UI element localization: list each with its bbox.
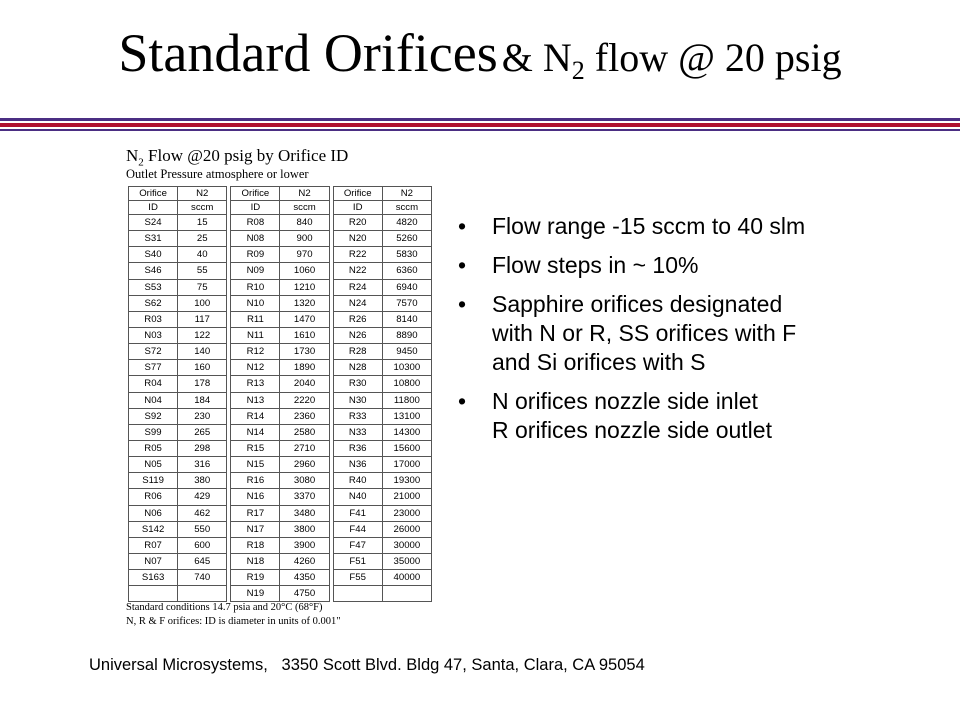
orifice-id-cell: N14: [231, 424, 280, 440]
table-header-cell: N2: [280, 187, 329, 201]
flow-sccm-cell: 117: [178, 311, 227, 327]
orifice-id-cell: [333, 586, 382, 602]
bullet-text: N orifices nozzle side inlet R orifices nozzle side outlet: [492, 388, 772, 443]
table-row: [129, 311, 432, 327]
table-header-cell: N2: [382, 187, 431, 201]
flow-sccm-cell: 21000: [382, 489, 431, 505]
flow-sccm-cell: 8140: [382, 311, 431, 327]
flow-sccm-cell: 30000: [382, 537, 431, 553]
table-header: [129, 187, 432, 215]
flow-sccm-cell: 1610: [280, 327, 329, 343]
orifice-id-cell: R09: [231, 247, 280, 263]
table-row: [129, 537, 432, 553]
orifice-id-cell: N09: [231, 263, 280, 279]
table-header-cell: sccm: [280, 201, 329, 215]
orifice-id-cell: N05: [129, 457, 178, 473]
flow-sccm-cell: 1470: [280, 311, 329, 327]
table-footnote-conditions: Standard conditions 14.7 psia and 20°C (68°F): [126, 602, 323, 613]
flow-sccm-cell: 2040: [280, 376, 329, 392]
orifice-id-cell: N12: [231, 360, 280, 376]
title-main: Standard Orifices: [118, 23, 498, 83]
orifice-id-cell: N22: [333, 263, 382, 279]
orifice-id-cell: N19: [231, 586, 280, 602]
orifice-id-cell: R40: [333, 473, 382, 489]
orifice-id-cell: N24: [333, 295, 382, 311]
flow-sccm-cell: 298: [178, 440, 227, 456]
flow-sccm-cell: 3370: [280, 489, 329, 505]
table-header-cell: sccm: [178, 201, 227, 215]
orifice-id-cell: R36: [333, 440, 382, 456]
flow-sccm-cell: 645: [178, 553, 227, 569]
table-header-cell: sccm: [382, 201, 431, 215]
flow-sccm-cell: 600: [178, 537, 227, 553]
flow-sccm-cell: 9450: [382, 344, 431, 360]
orifice-id-cell: R26: [333, 311, 382, 327]
bullet-item: [458, 251, 938, 280]
table-header-cell: N2: [178, 187, 227, 201]
orifice-id-cell: R28: [333, 344, 382, 360]
orifice-id-cell: R30: [333, 376, 382, 392]
orifice-id-cell: S40: [129, 247, 178, 263]
orifice-id-cell: R24: [333, 279, 382, 295]
orifice-id-cell: R22: [333, 247, 382, 263]
table-title: $N_2$ Flow @20 psig by Orifice ID: [126, 146, 349, 169]
flow-sccm-cell: 6360: [382, 263, 431, 279]
orifice-id-cell: S163: [129, 570, 178, 586]
flow-sccm-cell: 380: [178, 473, 227, 489]
flow-sccm-cell: 2960: [280, 457, 329, 473]
orifice-id-cell: S142: [129, 521, 178, 537]
orifice-id-cell: R33: [333, 408, 382, 424]
orifice-id-cell: [129, 586, 178, 602]
orifice-id-cell: N28: [333, 360, 382, 376]
flow-sccm-cell: 462: [178, 505, 227, 521]
table-row: [129, 215, 432, 231]
flow-sccm-cell: 316: [178, 457, 227, 473]
flow-sccm-cell: 160: [178, 360, 227, 376]
flow-sccm-cell: 11800: [382, 392, 431, 408]
flow-sccm-cell: 1730: [280, 344, 329, 360]
orifice-id-cell: R08: [231, 215, 280, 231]
flow-sccm-cell: 230: [178, 408, 227, 424]
title-rule-middle: [0, 123, 960, 127]
table-row: [129, 344, 432, 360]
bullet-list: [458, 212, 938, 455]
orifice-id-cell: F41: [333, 505, 382, 521]
orifice-id-cell: S77: [129, 360, 178, 376]
orifice-id-cell: N36: [333, 457, 382, 473]
orifice-flow-table: [128, 186, 432, 602]
flow-sccm-cell: 4820: [382, 215, 431, 231]
flow-sccm-cell: 2220: [280, 392, 329, 408]
table-row: [129, 231, 432, 247]
orifice-id-cell: R07: [129, 537, 178, 553]
bullet-text: Flow range -15 sccm to 40 slm: [492, 213, 806, 239]
flow-sccm-cell: 429: [178, 489, 227, 505]
table-header-cell: ID: [231, 201, 280, 215]
flow-sccm-cell: 1210: [280, 279, 329, 295]
orifice-id-cell: N20: [333, 231, 382, 247]
flow-sccm-cell: 100: [178, 295, 227, 311]
orifice-id-cell: S31: [129, 231, 178, 247]
flow-sccm-cell: 4350: [280, 570, 329, 586]
orifice-id-cell: R19: [231, 570, 280, 586]
flow-sccm-cell: 4260: [280, 553, 329, 569]
flow-sccm-cell: 3080: [280, 473, 329, 489]
table-subtitle: Outlet Pressure atmosphere or lower: [126, 167, 309, 181]
orifice-id-cell: S46: [129, 263, 178, 279]
table-row: [129, 392, 432, 408]
bullet-item: [458, 387, 938, 445]
orifice-id-cell: R15: [231, 440, 280, 456]
orifice-id-cell: S53: [129, 279, 178, 295]
flow-sccm-cell: 840: [280, 215, 329, 231]
orifice-id-cell: N30: [333, 392, 382, 408]
orifice-id-cell: R20: [333, 215, 382, 231]
orifice-id-cell: R06: [129, 489, 178, 505]
flow-sccm-cell: 17000: [382, 457, 431, 473]
table-row: [129, 553, 432, 569]
table-header-cell: Orifice: [231, 187, 280, 201]
orifice-id-cell: R12: [231, 344, 280, 360]
flow-sccm-cell: 2360: [280, 408, 329, 424]
orifice-id-cell: S99: [129, 424, 178, 440]
table-row: [129, 473, 432, 489]
bullet-dot-icon: •: [458, 252, 467, 278]
flow-sccm-cell: 5830: [382, 247, 431, 263]
orifice-id-cell: N18: [231, 553, 280, 569]
title-rest: & $N_2$ flow @ 20 psig: [501, 35, 842, 85]
flow-sccm-cell: 3480: [280, 505, 329, 521]
table-header-cell: ID: [333, 201, 382, 215]
bullet-dot-icon: •: [458, 213, 467, 239]
orifice-id-cell: S62: [129, 295, 178, 311]
flow-sccm-cell: 23000: [382, 505, 431, 521]
orifice-id-cell: R14: [231, 408, 280, 424]
flow-sccm-cell: 35000: [382, 553, 431, 569]
table-row: [129, 424, 432, 440]
orifice-id-cell: F55: [333, 570, 382, 586]
flow-sccm-cell: 265: [178, 424, 227, 440]
orifice-id-cell: F47: [333, 537, 382, 553]
orifice-id-cell: R10: [231, 279, 280, 295]
flow-sccm-cell: 26000: [382, 521, 431, 537]
orifice-id-cell: N33: [333, 424, 382, 440]
table-row: [129, 247, 432, 263]
orifice-id-cell: N11: [231, 327, 280, 343]
flow-sccm-cell: 19300: [382, 473, 431, 489]
table-header-cell: Orifice: [333, 187, 382, 201]
table-row: [129, 263, 432, 279]
table-row: [129, 327, 432, 343]
orifice-id-cell: R03: [129, 311, 178, 327]
flow-sccm-cell: 970: [280, 247, 329, 263]
table-row: [129, 521, 432, 537]
orifice-id-cell: F44: [333, 521, 382, 537]
orifice-id-cell: R05: [129, 440, 178, 456]
title-subscript: 2: [571, 56, 585, 85]
flow-sccm-cell: 15: [178, 215, 227, 231]
orifice-id-cell: S24: [129, 215, 178, 231]
flow-sccm-cell: 25: [178, 231, 227, 247]
table-row: [129, 360, 432, 376]
table-header-cell: ID: [129, 201, 178, 215]
table-row: [129, 440, 432, 456]
flow-sccm-cell: 15600: [382, 440, 431, 456]
orifice-id-cell: N07: [129, 553, 178, 569]
flow-sccm-cell: 4750: [280, 586, 329, 602]
orifice-id-cell: N10: [231, 295, 280, 311]
orifice-id-cell: S92: [129, 408, 178, 424]
orifice-id-cell: S72: [129, 344, 178, 360]
footer-address: Universal Microsystems, 3350 Scott Blvd. Bldg 47, Santa, Clara, CA 95054: [89, 656, 645, 674]
flow-sccm-cell: 10300: [382, 360, 431, 376]
table-header-row: [129, 201, 432, 215]
table-row: [129, 376, 432, 392]
flow-sccm-cell: 40: [178, 247, 227, 263]
orifice-id-cell: R11: [231, 311, 280, 327]
flow-sccm-cell: 900: [280, 231, 329, 247]
bullet-dot-icon: •: [458, 388, 467, 414]
orifice-id-cell: N40: [333, 489, 382, 505]
flow-sccm-cell: 3900: [280, 537, 329, 553]
flow-sccm-cell: 7570: [382, 295, 431, 311]
flow-sccm-cell: 2580: [280, 424, 329, 440]
bullet-dot-icon: •: [458, 291, 467, 317]
table-footnote-units: N, R & F orifices: ID is diameter in units of 0.001": [126, 616, 341, 627]
table-row: [129, 586, 432, 602]
flow-sccm-cell: 178: [178, 376, 227, 392]
orifice-id-cell: N17: [231, 521, 280, 537]
orifice-id-cell: R16: [231, 473, 280, 489]
flow-sccm-cell: 122: [178, 327, 227, 343]
flow-sccm-cell: 184: [178, 392, 227, 408]
orifice-id-cell: N04: [129, 392, 178, 408]
orifice-id-cell: R13: [231, 376, 280, 392]
orifice-id-cell: N16: [231, 489, 280, 505]
flow-sccm-cell: 2710: [280, 440, 329, 456]
orifice-id-cell: R18: [231, 537, 280, 553]
flow-sccm-cell: 140: [178, 344, 227, 360]
flow-sccm-cell: 5260: [382, 231, 431, 247]
table-row: [129, 570, 432, 586]
flow-sccm-cell: 550: [178, 521, 227, 537]
flow-sccm-cell: 3800: [280, 521, 329, 537]
flow-sccm-cell: 55: [178, 263, 227, 279]
table-row: [129, 279, 432, 295]
flow-sccm-cell: 6940: [382, 279, 431, 295]
flow-sccm-cell: 1890: [280, 360, 329, 376]
orifice-id-cell: N13: [231, 392, 280, 408]
bullet-item: [458, 290, 938, 377]
table-header-cell: Orifice: [129, 187, 178, 201]
title-rule-top: [0, 118, 960, 121]
flow-sccm-cell: 75: [178, 279, 227, 295]
flow-sccm-cell: 40000: [382, 570, 431, 586]
title-rule-bottom: [0, 129, 960, 131]
table-body: [129, 215, 432, 602]
table-header-row: [129, 187, 432, 201]
table-row: [129, 295, 432, 311]
flow-sccm-cell: 14300: [382, 424, 431, 440]
orifice-id-cell: R04: [129, 376, 178, 392]
table-row: [129, 457, 432, 473]
orifice-id-cell: R17: [231, 505, 280, 521]
flow-sccm-cell: 740: [178, 570, 227, 586]
orifice-id-cell: N06: [129, 505, 178, 521]
flow-sccm-cell: [178, 586, 227, 602]
flow-sccm-cell: 1320: [280, 295, 329, 311]
flow-sccm-cell: 8890: [382, 327, 431, 343]
orifice-id-cell: S119: [129, 473, 178, 489]
flow-sccm-cell: 10800: [382, 376, 431, 392]
orifice-id-cell: N15: [231, 457, 280, 473]
slide-title: [0, 23, 960, 85]
flow-sccm-cell: [382, 586, 431, 602]
flow-sccm-cell: 13100: [382, 408, 431, 424]
table-row: [129, 489, 432, 505]
table-row: [129, 505, 432, 521]
bullet-text: Sapphire orifices designated with N or R, SS orifices with F and Si orifices with S: [492, 291, 797, 375]
orifice-id-cell: N08: [231, 231, 280, 247]
bullet-text: Flow steps in ~ 10%: [492, 252, 699, 278]
bullet-item: [458, 212, 938, 241]
flow-sccm-cell: 1060: [280, 263, 329, 279]
orifice-table-image: [120, 146, 438, 638]
orifice-id-cell: N26: [333, 327, 382, 343]
orifice-id-cell: F51: [333, 553, 382, 569]
orifice-id-cell: N03: [129, 327, 178, 343]
table-row: [129, 408, 432, 424]
